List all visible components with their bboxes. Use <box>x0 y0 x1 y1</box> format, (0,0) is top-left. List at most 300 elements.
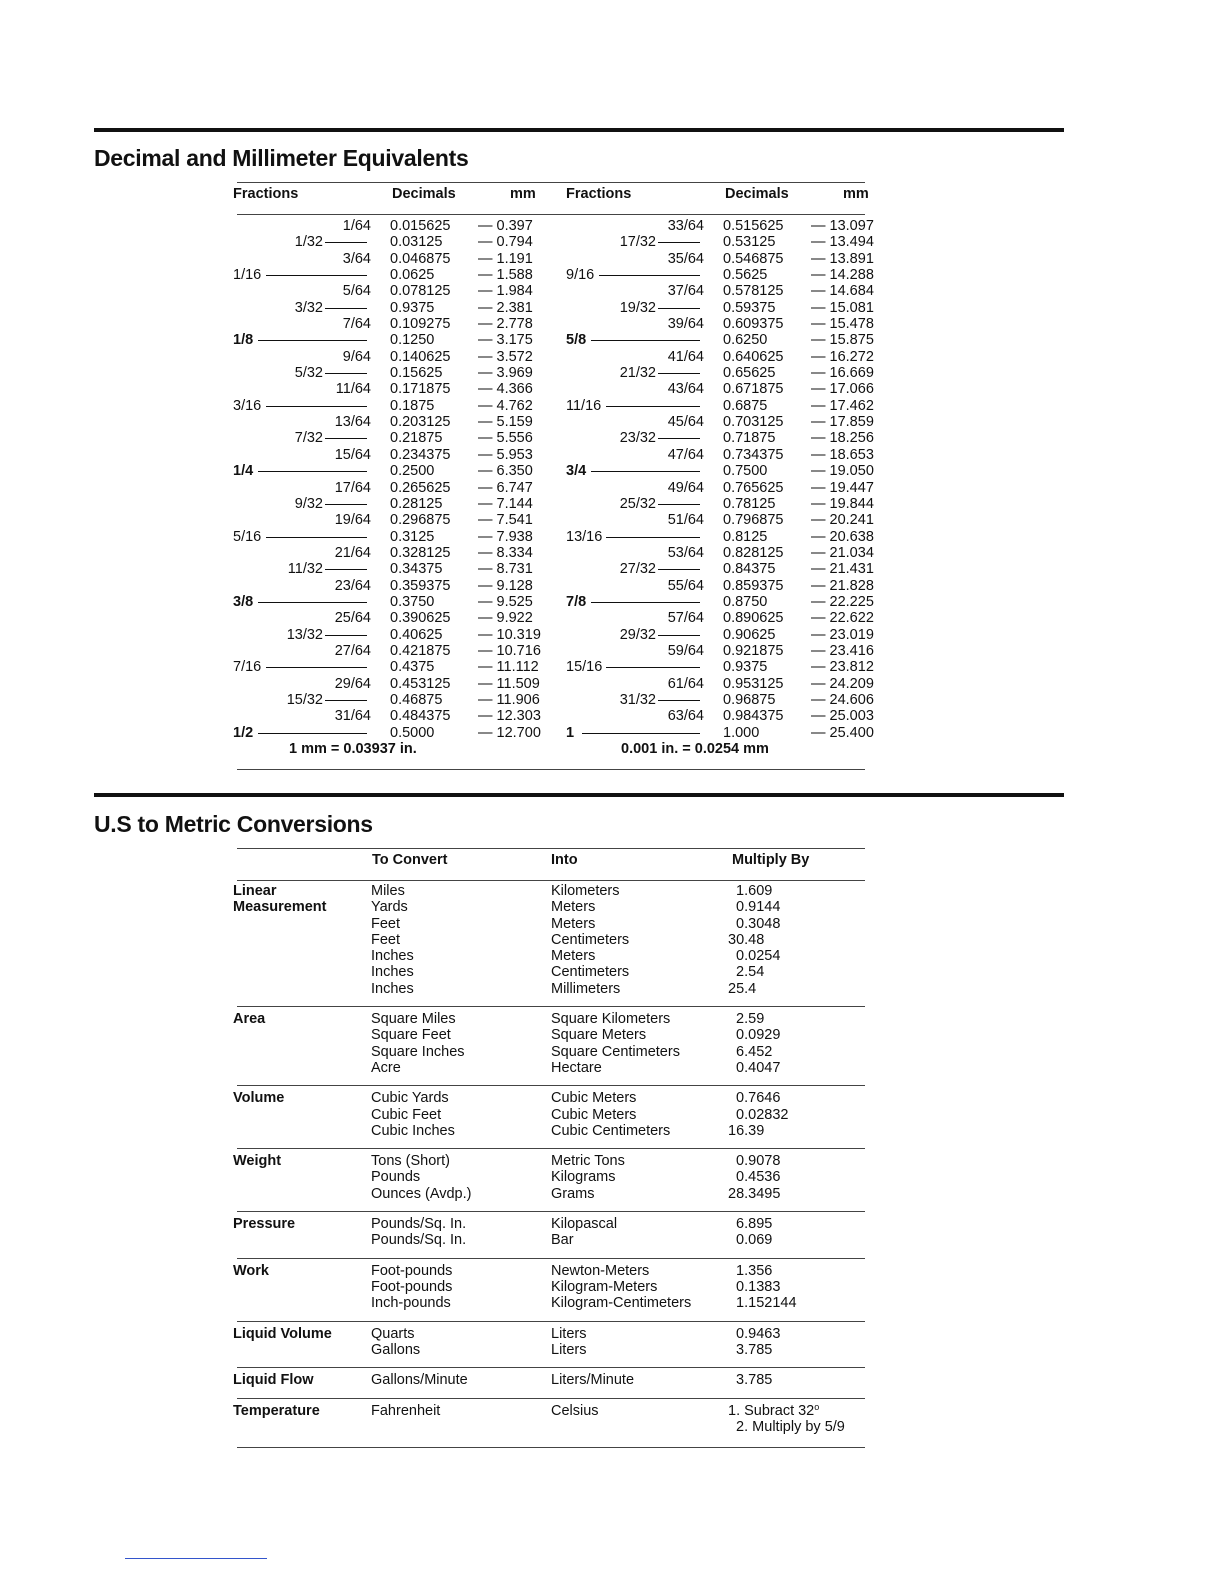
multiplier: 1. Subract 32$^o$ <box>728 1401 820 1419</box>
footer-link-underline <box>125 1558 267 1559</box>
conversion-row <box>233 883 873 899</box>
fraction-row <box>233 529 543 545</box>
multiplier: 0.7646 <box>728 1090 781 1107</box>
millimeter-value: — 1.191 <box>478 250 533 267</box>
fraction-row <box>566 692 876 708</box>
multiplier: 0.9144 <box>728 899 781 916</box>
fraction-row <box>566 234 876 250</box>
millimeter-value: — 5.159 <box>478 414 533 431</box>
to-unit: Liters <box>551 1341 587 1358</box>
decimal-value: 0.34375 <box>390 561 443 578</box>
fraction-label: 25/64 <box>334 610 371 627</box>
decimal-value: 0.03125 <box>390 234 443 251</box>
fraction-row <box>566 398 876 414</box>
conversion-category: Liquid Flow <box>233 1372 314 1389</box>
group-divider <box>237 1211 865 1212</box>
group-divider <box>237 1006 865 1007</box>
multiplier: 0.9078 <box>728 1153 781 1170</box>
fraction-label: 5/8 <box>566 332 587 349</box>
millimeter-value: — 25.400 <box>811 724 874 741</box>
fraction-row <box>566 316 876 332</box>
fraction-row <box>566 545 876 561</box>
decimal-value: 0.359375 <box>390 577 451 594</box>
fraction-label: 7/32 <box>294 430 323 447</box>
millimeter-value: — 6.747 <box>478 479 533 496</box>
multiplier: 0.3048 <box>728 915 781 932</box>
decimal-value: 0.84375 <box>723 561 776 578</box>
conversion-row <box>233 1263 873 1279</box>
decimal-value: 0.3125 <box>390 528 435 545</box>
decimal-section-title: Decimal and Millimeter Equivalents <box>94 145 469 171</box>
fraction-row <box>233 283 543 299</box>
fraction-row <box>233 725 543 741</box>
decimal-value: 0.3750 <box>390 593 435 610</box>
to-unit: Liters/Minute <box>551 1372 635 1389</box>
fraction-row <box>233 578 543 594</box>
fraction-row <box>566 218 876 234</box>
conversion-row <box>233 1090 873 1106</box>
from-unit: Square Inches <box>371 1043 465 1060</box>
fraction-label: 1/4 <box>233 463 254 480</box>
group-divider <box>237 1321 865 1322</box>
conversion-category: Pressure <box>233 1216 296 1233</box>
leader-line <box>266 537 367 538</box>
fraction-label: 23/64 <box>334 577 371 594</box>
fraction-row <box>233 463 543 479</box>
fraction-label: 9/32 <box>294 495 323 512</box>
to-unit: Bar <box>551 1232 574 1249</box>
decimal-value: 0.328125 <box>390 544 451 561</box>
multiplier: 0.0929 <box>728 1027 781 1044</box>
decimal-value: 0.28125 <box>390 495 443 512</box>
to-unit: Celsius <box>551 1402 599 1419</box>
from-unit: Foot-pounds <box>371 1278 453 1295</box>
fraction-row <box>233 627 543 643</box>
fraction-row <box>566 676 876 692</box>
decimal-value: 0.90625 <box>723 626 776 643</box>
millimeter-value: — 7.541 <box>478 512 533 529</box>
header-into: Into <box>551 852 578 868</box>
millimeter-value: — 2.778 <box>478 316 533 333</box>
decimal-value: 0.484375 <box>390 708 451 725</box>
millimeter-value: — 7.938 <box>478 528 533 545</box>
decimal-value: 0.765625 <box>723 479 784 496</box>
millimeter-value: — 25.003 <box>811 708 874 725</box>
from-unit: Yards <box>371 899 408 916</box>
multiplier: 0.9463 <box>728 1325 781 1342</box>
decimal-value: 0.9375 <box>390 299 435 316</box>
millimeter-value: — 8.334 <box>478 544 533 561</box>
millimeter-value: — 5.556 <box>478 430 533 447</box>
fraction-label: 1/8 <box>233 332 254 349</box>
header-mm-right: mm <box>843 186 869 202</box>
section-divider-middle <box>94 793 1064 797</box>
conversion-category: Linear Measurement <box>233 883 327 916</box>
header-fractions-right: Fractions <box>566 186 632 202</box>
millimeter-value: — 19.844 <box>811 495 874 512</box>
decimal-value: 0.421875 <box>390 642 451 659</box>
group-divider <box>237 1367 865 1368</box>
leader-line <box>606 406 700 407</box>
fraction-row <box>233 349 543 365</box>
fraction-row <box>233 447 543 463</box>
to-unit: Newton-Meters <box>551 1262 650 1279</box>
from-unit: Acre <box>371 1059 401 1076</box>
leader-line <box>325 308 367 309</box>
decimal-value: 0.71875 <box>723 430 776 447</box>
from-unit: Inch-pounds <box>371 1295 451 1312</box>
to-unit: Square Centimeters <box>551 1043 680 1060</box>
fraction-row <box>566 349 876 365</box>
leader-line <box>658 700 700 701</box>
fraction-row <box>233 218 543 234</box>
multiplier: 0.1383 <box>728 1278 781 1295</box>
decimal-value: 0.078125 <box>390 283 451 300</box>
decimal-table-bottom-rule <box>237 769 865 770</box>
fraction-label: 13/32 <box>286 626 323 643</box>
to-unit: Grams <box>551 1185 595 1202</box>
fraction-label: 27/32 <box>619 561 656 578</box>
fraction-row <box>566 725 876 741</box>
conversion-row <box>233 1107 873 1123</box>
conversion-row <box>233 1186 873 1202</box>
multiplier: 6.452 <box>728 1043 773 1060</box>
fraction-row <box>233 251 543 267</box>
decimal-value: 0.203125 <box>390 414 451 431</box>
fraction-label: 55/64 <box>667 577 704 594</box>
millimeter-value: — 22.622 <box>811 610 874 627</box>
decimal-value: 0.734375 <box>723 446 784 463</box>
from-unit: Fahrenheit <box>371 1402 441 1419</box>
to-unit: Square Kilometers <box>551 1011 671 1028</box>
fraction-row <box>233 365 543 381</box>
fraction-row <box>566 643 876 659</box>
fraction-label: 25/32 <box>619 495 656 512</box>
decimal-value: 1.000 <box>723 724 760 741</box>
fraction-label: 11/16 <box>566 397 602 414</box>
leader-line <box>258 602 367 603</box>
decimal-value: 0.609375 <box>723 316 784 333</box>
conversion-row <box>233 1419 873 1435</box>
leader-line <box>325 242 367 243</box>
fraction-row <box>233 594 543 610</box>
millimeter-value: — 17.066 <box>811 381 874 398</box>
conversion-row <box>233 1326 873 1342</box>
fraction-label: 41/64 <box>667 348 704 365</box>
decimal-value: 0.7500 <box>723 463 768 480</box>
fraction-row <box>566 708 876 724</box>
decimal-value: 0.953125 <box>723 675 784 692</box>
multiplier: 30.48 <box>728 931 765 948</box>
decimal-value: 0.046875 <box>390 250 451 267</box>
conversion-row <box>233 1403 873 1419</box>
multiplier: 3.785 <box>728 1372 773 1389</box>
fraction-label: 5/32 <box>294 365 323 382</box>
fraction-label: 11/64 <box>335 381 371 398</box>
millimeter-value: — 11.112 <box>478 659 539 676</box>
decimal-value: 0.59375 <box>723 299 776 316</box>
decimal-table-top-rule <box>237 182 865 183</box>
multiplier: 2.54 <box>728 964 765 981</box>
millimeter-value: — 15.875 <box>811 332 874 349</box>
fraction-label: 13/16 <box>566 528 603 545</box>
from-unit: Miles <box>371 883 405 899</box>
group-divider <box>237 1148 865 1149</box>
fraction-label: 31/64 <box>334 708 371 725</box>
conversion-table-bottom-rule <box>237 1447 865 1448</box>
fraction-label: 11/32 <box>287 561 323 578</box>
leader-line <box>658 504 700 505</box>
millimeter-value: — 2.381 <box>478 299 533 316</box>
from-unit: Cubic Feet <box>371 1106 442 1123</box>
multiplier: 0.0254 <box>728 948 781 965</box>
to-unit: Kilograms <box>551 1169 616 1186</box>
leader-line <box>606 537 700 538</box>
to-unit: Liters <box>551 1325 587 1342</box>
decimal-value: 0.234375 <box>390 446 451 463</box>
to-unit: Millimeters <box>551 980 621 997</box>
from-unit: Pounds/Sq. In. <box>371 1216 467 1233</box>
fraction-row <box>566 627 876 643</box>
fraction-row <box>233 692 543 708</box>
millimeter-value: — 10.716 <box>478 642 541 659</box>
header-multiply-by: Multiply By <box>732 852 810 868</box>
decimal-value: 0.859375 <box>723 577 784 594</box>
conversion-row <box>233 1011 873 1027</box>
leader-line <box>658 242 700 243</box>
to-unit: Kilometers <box>551 883 620 899</box>
from-unit: Pounds <box>371 1169 421 1186</box>
fraction-label: 3/4 <box>566 463 587 480</box>
decimal-value: 0.21875 <box>390 430 443 447</box>
decimal-value: 0.140625 <box>390 348 451 365</box>
fraction-label: 3/64 <box>342 250 371 267</box>
leader-line <box>658 635 700 636</box>
fraction-row <box>566 267 876 283</box>
millimeter-value: — 15.478 <box>811 316 874 333</box>
fraction-row <box>566 659 876 675</box>
fraction-label: 51/64 <box>667 512 704 529</box>
decimal-value: 0.46875 <box>390 691 443 708</box>
multiplier: 1.356 <box>728 1262 773 1279</box>
fraction-label: 61/64 <box>667 675 704 692</box>
from-unit: Quarts <box>371 1325 415 1342</box>
decimal-value: 0.8125 <box>723 528 768 545</box>
leader-line <box>258 471 367 472</box>
fraction-row <box>566 463 876 479</box>
fraction-label: 31/32 <box>619 691 656 708</box>
fraction-row <box>566 610 876 626</box>
decimal-value: 0.515625 <box>723 218 784 234</box>
fraction-label: 63/64 <box>667 708 704 725</box>
decimal-value: 0.578125 <box>723 283 784 300</box>
fraction-row <box>566 300 876 316</box>
header-mm-left: mm <box>510 186 536 202</box>
millimeter-value: — 4.762 <box>478 397 533 414</box>
fraction-label: 7/16 <box>233 659 262 676</box>
fraction-label: 59/64 <box>667 642 704 659</box>
to-unit: Kilogram-Meters <box>551 1278 658 1295</box>
fraction-row <box>233 398 543 414</box>
millimeter-value: — 21.431 <box>811 561 874 578</box>
fraction-row <box>566 496 876 512</box>
fraction-label: 15/32 <box>286 691 323 708</box>
millimeter-value: — 23.416 <box>811 642 874 659</box>
leader-line <box>658 569 700 570</box>
leader-line <box>658 438 700 439</box>
millimeter-value: — 4.366 <box>478 381 533 398</box>
to-unit: Kilopascal <box>551 1216 618 1233</box>
fraction-row <box>233 643 543 659</box>
from-unit: Pounds/Sq. In. <box>371 1232 467 1249</box>
decimal-value: 0.65625 <box>723 365 776 382</box>
fraction-row <box>233 316 543 332</box>
conversion-row <box>233 1044 873 1060</box>
millimeter-value: — 0.397 <box>478 218 533 234</box>
conversion-table-top-rule <box>237 848 865 849</box>
leader-line <box>266 406 367 407</box>
header-decimals-right: Decimals <box>725 186 789 202</box>
fraction-row <box>566 430 876 446</box>
from-unit: Feet <box>371 931 401 948</box>
fraction-row <box>566 561 876 577</box>
leader-line <box>325 438 367 439</box>
multiplier: 16.39 <box>728 1122 765 1139</box>
fraction-label: 7/8 <box>566 593 587 610</box>
millimeter-value: — 9.922 <box>478 610 533 627</box>
multiplier: 0.069 <box>728 1232 773 1249</box>
conversion-row <box>233 1060 873 1076</box>
from-unit: Feet <box>371 915 401 932</box>
decimal-value: 0.5000 <box>390 724 435 741</box>
to-unit: Cubic Meters <box>551 1090 637 1107</box>
fraction-row <box>566 365 876 381</box>
leader-line <box>582 733 700 734</box>
fraction-label: 39/64 <box>667 316 704 333</box>
fraction-label: 29/64 <box>334 675 371 692</box>
fraction-row <box>233 234 543 250</box>
fraction-label: 33/64 <box>667 218 704 234</box>
fraction-row <box>233 659 543 675</box>
conversion-category: Temperature <box>233 1402 320 1419</box>
fraction-label: 1/32 <box>294 234 323 251</box>
to-unit: Metric Tons <box>551 1153 625 1170</box>
conversion-row <box>233 1279 873 1295</box>
fraction-label: 27/64 <box>334 642 371 659</box>
decimal-value: 0.0625 <box>390 267 435 284</box>
fraction-label: 13/64 <box>334 414 371 431</box>
multiplier: 2. Multiply by 5/9 <box>728 1418 845 1435</box>
fraction-label: 29/32 <box>619 626 656 643</box>
decimal-value: 0.796875 <box>723 512 784 529</box>
to-unit: Hectare <box>551 1059 602 1076</box>
fraction-label: 37/64 <box>667 283 704 300</box>
leader-line <box>606 667 700 668</box>
fraction-row <box>233 676 543 692</box>
millimeter-value: — 8.731 <box>478 561 533 578</box>
multiplier: 0.4047 <box>728 1059 781 1076</box>
group-divider <box>237 1085 865 1086</box>
fraction-row <box>566 251 876 267</box>
to-unit: Meters <box>551 915 596 932</box>
millimeter-value: — 17.462 <box>811 397 874 414</box>
decimal-value: 0.5625 <box>723 267 768 284</box>
millimeter-value: — 23.812 <box>811 659 874 676</box>
fraction-label: 1/16 <box>233 267 262 284</box>
conversion-row <box>233 1372 873 1388</box>
fraction-row <box>233 332 543 348</box>
to-unit: Centimeters <box>551 964 630 981</box>
fraction-row <box>233 300 543 316</box>
fraction-row <box>566 594 876 610</box>
leader-line <box>658 373 700 374</box>
multiplier: 0.4536 <box>728 1169 781 1186</box>
fraction-label: 17/64 <box>334 479 371 496</box>
conversion-table-header-rule <box>237 880 865 881</box>
fraction-row <box>233 496 543 512</box>
multiplier: 2.59 <box>728 1011 765 1028</box>
decimal-value: 0.96875 <box>723 691 776 708</box>
millimeter-value: — 24.209 <box>811 675 874 692</box>
millimeter-value: — 12.700 <box>478 724 541 741</box>
fraction-row <box>566 512 876 528</box>
to-unit: Cubic Meters <box>551 1106 637 1123</box>
multiplier: 3.785 <box>728 1341 773 1358</box>
millimeter-value: — 11.509 <box>478 675 540 692</box>
from-unit: Gallons/Minute <box>371 1372 468 1389</box>
to-unit: Kilogram-Centimeters <box>551 1295 692 1312</box>
conversion-section-title: U.S to Metric Conversions <box>94 811 373 837</box>
millimeter-value: — 7.144 <box>478 495 533 512</box>
decimal-value: 0.53125 <box>723 234 776 251</box>
fraction-label: 15/16 <box>566 659 603 676</box>
decimal-value: 0.671875 <box>723 381 784 398</box>
decimal-value: 0.78125 <box>723 495 776 512</box>
leader-line <box>325 373 367 374</box>
decimal-value: 0.640625 <box>723 348 784 365</box>
footnote-in-to-mm: 0.001 in. = 0.0254 mm <box>621 741 769 757</box>
fraction-label: 53/64 <box>667 544 704 561</box>
millimeter-value: — 13.097 <box>811 218 874 234</box>
group-divider <box>237 1258 865 1259</box>
decimal-value: 0.828125 <box>723 544 784 561</box>
millimeter-value: — 12.303 <box>478 708 541 725</box>
conversion-row <box>233 1232 873 1248</box>
conversion-row <box>233 916 873 932</box>
decimal-table-left-column <box>233 218 543 741</box>
leader-line <box>591 602 700 603</box>
conversion-row <box>233 1342 873 1358</box>
millimeter-value: — 17.859 <box>811 414 874 431</box>
millimeter-value: — 14.684 <box>811 283 874 300</box>
fraction-label: 47/64 <box>667 446 704 463</box>
millimeter-value: — 1.984 <box>478 283 533 300</box>
decimal-table-header-rule <box>237 214 865 215</box>
conversion-category: Work <box>233 1262 269 1279</box>
fraction-row <box>233 430 543 446</box>
decimal-value: 0.4375 <box>390 659 435 676</box>
header-to-convert: To Convert <box>372 852 448 868</box>
fraction-row <box>233 267 543 283</box>
leader-line <box>591 340 700 341</box>
conversion-row <box>233 1153 873 1169</box>
fraction-row <box>566 414 876 430</box>
leader-line <box>258 340 367 341</box>
millimeter-value: — 9.525 <box>478 593 533 610</box>
fraction-label: 1/64 <box>342 218 371 234</box>
decimal-table-right-column <box>566 218 876 741</box>
decimal-value: 0.2500 <box>390 463 435 480</box>
